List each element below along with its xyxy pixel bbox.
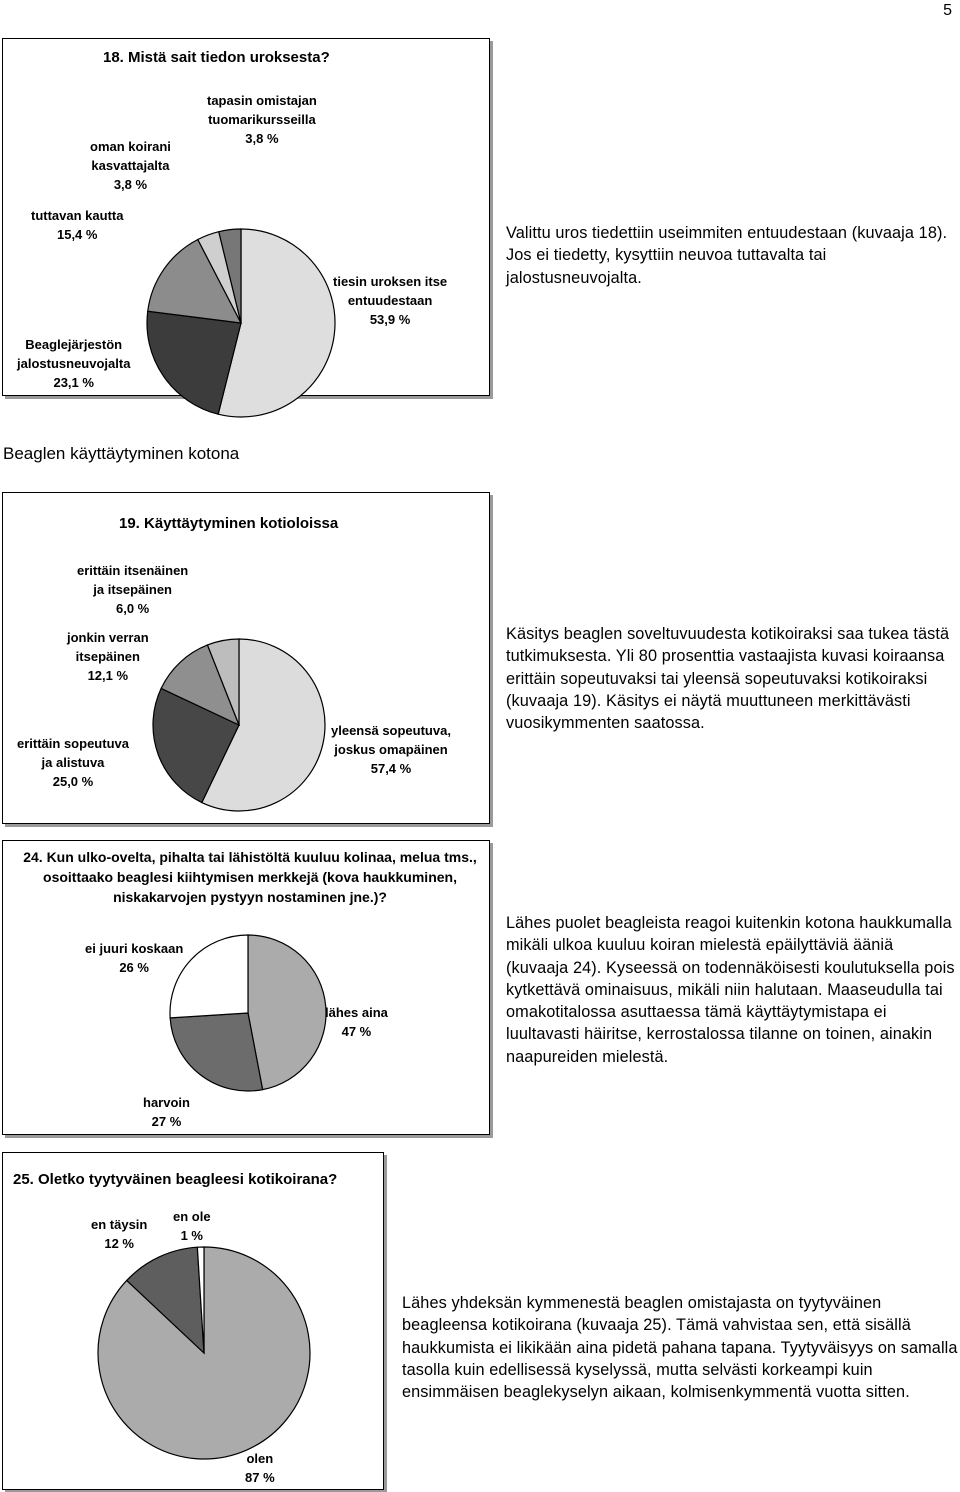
paragraph: Käsitys beaglen soveltuvuudesta kotikoiraksi saa tukea tästä tutkimuksesta. Yli 80 prosenttia vastaajista kuvasi koiraansa erittäin sopeutuvaksi tai yleensä sopeutuvaksi kotikoiraksi (kuvaaja 19). Käsitys ei näytä muuttuneen merkittävästi vuosikymmenten saatossa. (506, 625, 950, 733)
paragraph: Valittu uros tiedettiin useimmiten entuudestaan (kuvaaja 18). Jos ei tiedetty, kysyttiin neuvoa tuttavalta tai jalostusneuvojalta. (506, 224, 948, 287)
chart-title: 25. Oletko tyytyväinen beagleesi kotikoirana? (13, 1171, 338, 1188)
pie-label: oman koirani kasvattajalta 3,8 % (90, 139, 171, 192)
pie-chart-25 (3, 1153, 383, 1489)
chart-25 (2, 1152, 384, 1490)
pie-label: tiesin uroksen itse entuudestaan 53,9 % (333, 274, 448, 327)
pie-label: en ole 1 % (173, 1209, 211, 1243)
pie-label: harvoin 27 % (143, 1095, 190, 1129)
page-number: 5 (943, 2, 952, 19)
chart-18 (2, 38, 490, 396)
pie-label: ei juuri koskaan 26 % (85, 941, 184, 975)
pie-label: lähes aina 47 % (325, 1005, 388, 1039)
pie-label: olen 87 % (245, 1451, 275, 1485)
paragraph: Lähes yhdeksän kymmenestä beaglen omistajasta on tyytyväinen beagleensa kotikoirana (kuvaaja 25). Tämä vahvistaa sen, että sisällä haukkumista ei likikään aina pidetä pahana tapana. Tyytyväisyys on samalla tasolla kuin edellisessä kyselyssä, mutta selvästi korkeampi kuin ensimmäisen beaglekyselyn aikaan, kolmisenkymmentä vuotta sitten. (402, 1294, 958, 1402)
chart-title: 24. Kun ulko-ovelta, pihalta tai lähistöltä kuuluu kolinaa, melua tms., osoittaako beaglesi kiihtymisen merkkejä (kova haukkuminen, niskakarvojen pystyyn nostaminen jne.)? (23, 849, 477, 905)
chart-title: 19. Käyttäytyminen kotioloissa (119, 515, 339, 532)
chart-24 (2, 840, 490, 1135)
chart-title: 18. Mistä sait tiedon uroksesta? (103, 49, 330, 66)
pie-slice-1 (170, 1013, 262, 1091)
pie-chart-24 (3, 841, 489, 1134)
pie-label: Beaglejärjestön jalostusneuvojalta 23,1 % (17, 337, 131, 390)
section-heading: Beaglen käyttäytyminen kotona (3, 444, 240, 463)
pie-slice-0 (248, 935, 326, 1090)
pie-label: jonkin verran itsepäinen 12,1 % (67, 630, 149, 683)
pie-label: tuttavan kautta 15,4 % (31, 208, 124, 242)
pie-label: yleensä sopeutuva, joskus omapäinen 57,4 % (331, 723, 451, 776)
pie-label: en täysin 12 % (91, 1217, 148, 1251)
pie-label: erittäin itsenäinen ja itsepäinen 6,0 % (77, 563, 189, 616)
pie-label: tapasin omistajan tuomarikursseilla 3,8 % (207, 93, 317, 146)
paragraph: Lähes puolet beagleista reagoi kuitenkin kotona haukkumalla mikäli ulkoa kuuluu koiran mielestä epäilyttäviä ääniä (kuvaaja 24). Kyseessä on todennäköisesti koulutuksella pois kytkettävä ominaisuus, mikäli niin halutaan. Maaseudulla tai omakotitalossa asuttaessa tämä käyttäytymistapa ei luultavasti häiritse, kerrostalossa tilanne on toinen, ainakin naapureiden mielestä. (506, 914, 955, 1066)
pie-label: erittäin sopeutuva ja alistuva 25,0 % (17, 736, 129, 789)
chart-19 (2, 492, 490, 824)
